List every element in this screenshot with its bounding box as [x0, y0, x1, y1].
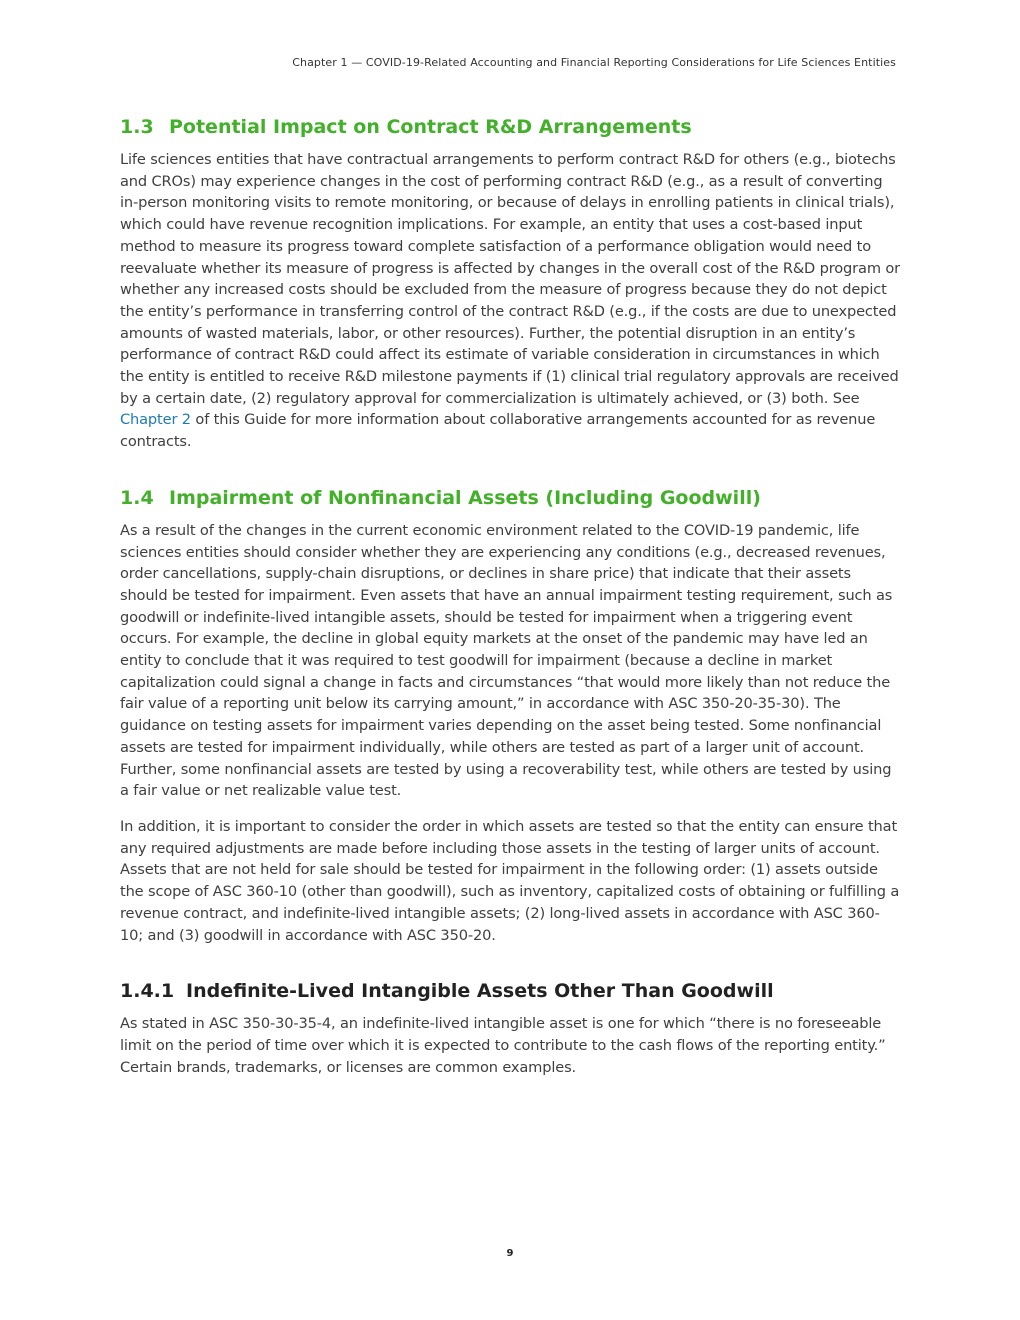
paragraph-text: Life sciences entities that have contractual arrangements to perform contract R&D for others (e.g., biotechs and CROs) may experience changes in the cost of performing contract R&D (e.g., as a result of converting in-person monitoring visits to remote monitoring, or because of delays in enrolling patients in clinical trials), which could have revenue recognition implications. For example, an entity that uses a cost-based input method to measure its progress toward complete satisfaction of a performance obligation would need to reevaluate whether its measure of progress is affected by changes in the overall cost of the R&D program or whether any increased costs should be excluded from the measure of progress because they do not depict the entity’s performance in transferring control of the contract R&D (e.g., if the costs are due to unexpected amounts of wasted materials, labor, or other resources). Further, the potential disruption in an entity’s performance of contract R&D could affect its estimate of variable consideration in circumstances in which the entity is entitled to receive R&D milestone payments if (1) clinical trial regulatory approvals are received by a certain date, (2) regulatory approval for commercialization is ultimately achieved, or (3) both. See — [120, 151, 901, 407]
section-title: Potential Impact on Contract R&D Arrangements — [169, 116, 692, 138]
section-heading-1-4 — [120, 485, 902, 511]
section-number: 1.4 — [120, 486, 154, 509]
section-number: 1.3 — [120, 116, 154, 138]
paragraph — [120, 149, 902, 453]
page-number: 9 — [506, 1248, 514, 1259]
subsection-title: Indefinite-Lived Intangible Assets Other Than Goodwill — [186, 980, 774, 1003]
chapter-2-link[interactable]: Chapter 2 — [120, 411, 191, 429]
subsection-number: 1.4.1 — [120, 980, 175, 1003]
paragraph: As stated in ASC 350-30-35-4, an indefinite-lived intangible asset is one for which “there is no foreseeable limit on the period of time over which it is expected to contribute to the cash flows of the reporting entity.” Certain brands, trademarks, or licenses are common examples. — [120, 1015, 886, 1076]
section-heading-1-3 — [120, 114, 902, 140]
paragraph-text: of this Guide for more information about collaborative arrangements accounted for as revenue contracts. — [120, 411, 876, 451]
section-title: Impairment of Nonfinancial Assets (Including Goodwill) — [169, 486, 761, 509]
subsection-heading-1-4-1 — [120, 978, 902, 1004]
page-content — [120, 114, 902, 1092]
running-header: Chapter 1 — COVID-19-Related Accounting and Financial Reporting Considerations for Life Sciences Entities — [292, 56, 896, 69]
paragraph: As a result of the changes in the current economic environment related to the COVID-19 pandemic, life sciences entities should consider whether they are experiencing any conditions (e.g., decreased revenues, order cancellations, supply-chain disruptions, or declines in share price) that indicate that their assets should be tested for impairment. Even assets that have an annual impairment testing requirement, such as goodwill or indefinite-lived intangible assets, should be tested for impairment when a triggering event occurs. For example, the decline in global equity markets at the onset of the pandemic may have led an entity to conclude that it was required to test goodwill for impairment (because a decline in market capitalization could signal a change in facts and circumstances “that would more likely than not reduce the fair value of a reporting unit below its carrying amount,” in accordance with ASC 350-20-35-30). The guidance on testing assets for impairment varies depending on the asset being tested. Some nonfinancial assets are tested for impairment individually, while others are tested as part of a larger unit of account. Further, some nonfinancial assets are tested by using a recoverability test, while others are tested by using a fair value or net realizable value test. — [120, 521, 893, 800]
paragraph: In addition, it is important to consider the order in which assets are tested so that the entity can ensure that any required adjustments are made before including those assets in the testing of larger units of account. Assets that are not held for sale should be tested for impairment in the following order: (1) assets outside the scope of ASC 360-10 (other than goodwill), such as inventory, capitalized costs of obtaining or fulfilling a revenue contract, and indefinite-lived intangible assets; (2) long-lived assets in accordance with ASC 360-10; and (3) goodwill in accordance with ASC 350-20. — [120, 817, 900, 944]
